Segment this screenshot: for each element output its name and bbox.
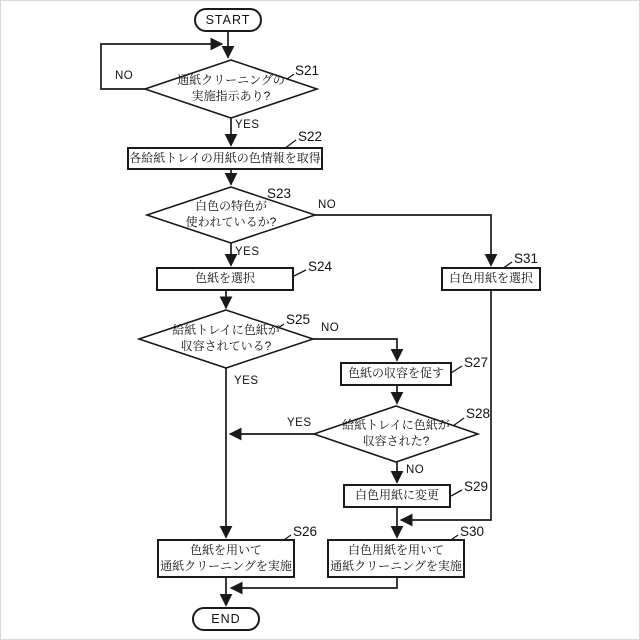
step-label-s31: S31 [514,251,539,266]
flowchart-graphics [1,1,640,640]
connector-s23-no-to-s31 [315,215,491,266]
leader-s27 [451,366,462,373]
decision-s21-text: 通紙クリーニングの 実施指示あり? [177,73,285,103]
process-s30-text: 白色用紙を用いて 通紙クリーニングを実施 [330,542,462,573]
step-label-s27: S27 [464,355,489,370]
branch-label-s23-no: NO [318,199,337,211]
step-label-s22: S22 [298,129,323,144]
branch-label-s21-no: NO [115,70,134,82]
decision-s23-text: 白色の特色が 使われているか? [185,199,277,229]
step-label-s29: S29 [464,479,489,494]
branch-label-s28-yes: YES [287,417,312,429]
leader-s29 [451,490,462,496]
step-label-s25: S25 [286,312,311,327]
process-s22-text: 各給紙トレイの用紙の色情報を取得 [129,150,321,165]
connector-s25-no-to-s27 [313,339,397,361]
process-s31-text: 白色用紙を選択 [448,271,533,286]
branch-label-s28-no: NO [406,464,425,476]
process-s29-text: 白色用紙に変更 [354,488,439,503]
step-label-s24: S24 [308,259,333,274]
decision-s28-text: 給紙トレイに色紙が 収容された? [342,418,450,448]
branch-label-s23-yes: YES [235,246,260,258]
step-label-s26: S26 [293,524,318,539]
leader-s24 [294,270,306,276]
terminal-end: END [211,611,241,626]
step-label-s30: S30 [460,524,485,539]
step-label-s28: S28 [466,406,491,421]
step-label-s23: S23 [267,186,292,201]
step-label-s21: S21 [295,63,320,78]
branch-label-s21-yes: YES [235,119,260,131]
decision-s25-text: 給紙トレイに色紙が 収容されている? [172,323,280,353]
branch-label-s25-yes: YES [234,375,259,387]
process-s27-text: 色紙の収容を促す [347,366,444,381]
process-s24-text: 色紙を選択 [194,271,255,286]
connector-s30-merge [231,578,397,589]
terminal-start: START [205,12,251,27]
branch-label-s25-no: NO [321,322,340,334]
process-s26-text: 色紙を用いて 通紙クリーニングを実施 [160,542,292,573]
